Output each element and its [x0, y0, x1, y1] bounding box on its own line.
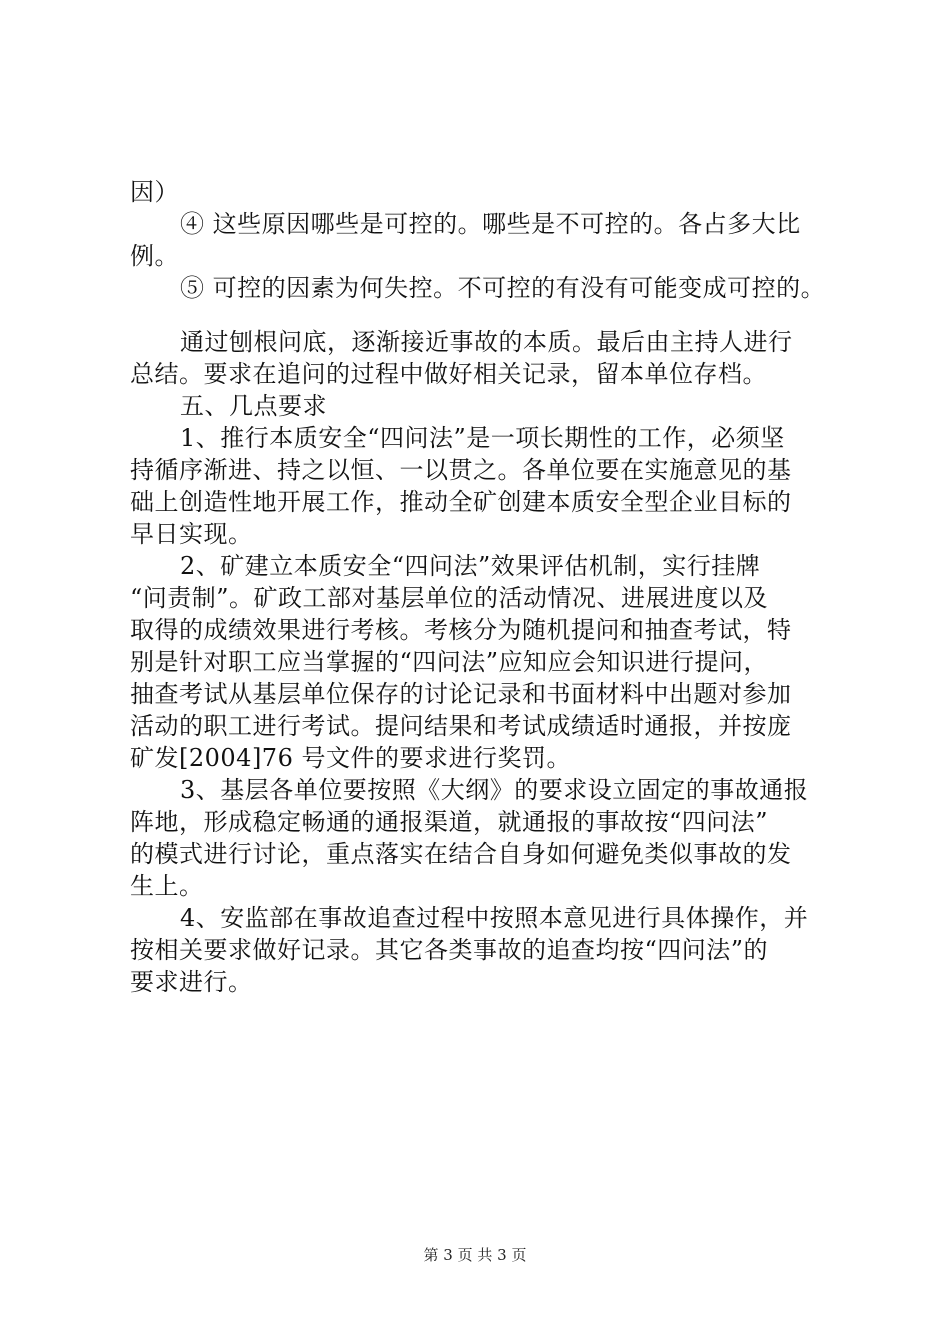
- page-number-footer: 第 3 页 共 3 页: [423, 1246, 527, 1264]
- requirement-4-line-3: 要求进行。: [130, 968, 253, 996]
- text-line-continuation: 因）: [130, 178, 179, 206]
- paragraph-summary-line-1: 通过刨根问底，逐渐接近事故的本质。最后由主持人进行: [180, 328, 793, 356]
- requirement-3-line-2: 阵地，形成稳定畅通的通报渠道，就通报的事故按“四问法”: [130, 808, 769, 836]
- text-line-item-5: ⑤ 可控的因素为何失控。不可控的有没有可能变成可控的。: [180, 274, 826, 302]
- requirement-4-line-1: 4、安监部在事故追查过程中按照本意见进行具体操作，并: [180, 904, 809, 932]
- paragraph-summary-line-2: 总结。要求在追问的过程中做好相关记录，留本单位存档。: [130, 360, 767, 388]
- requirement-2-line-2: “问责制”。矿政工部对基层单位的活动情况、进展进度以及: [130, 584, 769, 612]
- requirement-2-line-4: 别是针对职工应当掌握的“四问法”应知应会知识进行提问，: [130, 648, 769, 676]
- requirement-4-line-2: 按相关要求做好记录。其它各类事故的追查均按“四问法”的: [130, 936, 769, 964]
- requirement-2-line-7: 矿发[2004]76 号文件的要求进行奖罚。: [130, 744, 571, 772]
- requirement-1-line-2: 持循序渐进、持之以恒、一以贯之。各单位要在实施意见的基: [130, 456, 792, 484]
- requirement-2-line-6: 活动的职工进行考试。提问结果和考试成绩适时通报，并按庞: [130, 712, 792, 740]
- requirement-3-line-1: 3、基层各单位要按照《大纲》的要求设立固定的事故通报: [180, 776, 809, 804]
- requirement-1-line-1: 1、推行本质安全“四问法”是一项长期性的工作，必须坚: [180, 424, 785, 452]
- text-line-item-4: ④ 这些原因哪些是可控的。哪些是不可控的。各占多大比: [180, 210, 801, 238]
- requirement-3-line-3: 的模式进行讨论，重点落实在结合自身如何避免类似事故的发: [130, 840, 792, 868]
- requirement-3-line-4: 生上。: [130, 872, 204, 900]
- section-heading: 五、几点要求: [180, 392, 327, 420]
- requirement-2-line-5: 抽查考试从基层单位保存的讨论记录和书面材料中出题对参加: [130, 680, 792, 708]
- requirement-1-line-4: 早日实现。: [130, 520, 253, 548]
- requirement-1-line-3: 础上创造性地开展工作，推动全矿创建本质安全型企业目标的: [130, 488, 792, 516]
- text-line-item-4-cont: 例。: [130, 242, 179, 270]
- requirement-2-line-1: 2、矿建立本质安全“四问法”效果评估机制，实行挂牌: [180, 552, 761, 580]
- requirement-2-line-3: 取得的成绩效果进行考核。考核分为随机提问和抽查考试，特: [130, 616, 792, 644]
